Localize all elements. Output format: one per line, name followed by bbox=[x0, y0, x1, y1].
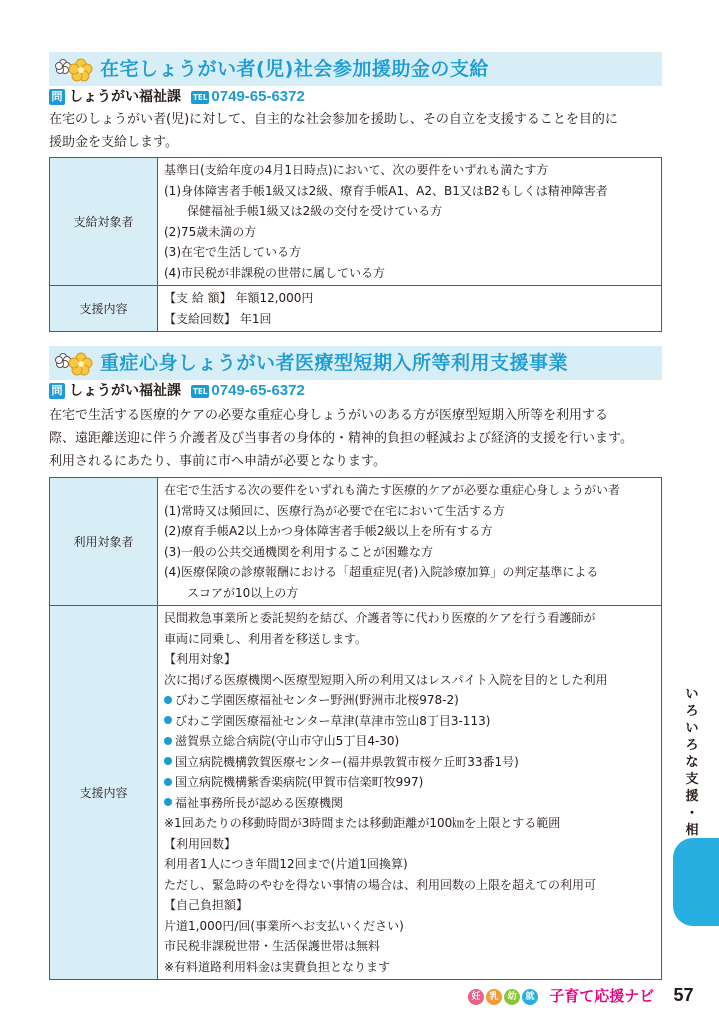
content-line: (1)身体障害者手帳1級又は2級、療育手帳A1、A2、B1又はB2もしくは精神障害者 bbox=[164, 183, 608, 198]
row-label: 支援内容 bbox=[50, 286, 158, 332]
content-line: 基準日(支給年度の4月1日時点)において、次の要件をいずれも満たす方 bbox=[164, 163, 549, 177]
intro-line: 在宅で生活する医療的ケアの必要な重症心身しょうがいのある方が医療型短期入所等を利用する bbox=[49, 408, 609, 423]
section2-phone[interactable]: 0749-65-6372 bbox=[211, 382, 305, 399]
hospital-item: 国立病院機構敦賀医療センター(福井県敦賀市桜ケ丘町33番1号) bbox=[164, 752, 657, 773]
side-tab-char: 相 bbox=[685, 823, 699, 838]
side-tab-char: い bbox=[685, 721, 699, 736]
section2-dept: しょうがい福祉課 bbox=[69, 383, 181, 399]
content-line: ※1回あたりの移動時間が3時間または移動距離が100㎞を上限とする範囲 bbox=[164, 816, 561, 830]
content-line: (1)常時又は頻回に、医療行為が必要で在宅において生活する方 bbox=[164, 503, 506, 518]
content-line: ※有料道路利用料金は実費負担となります bbox=[164, 959, 391, 974]
side-tab-label bbox=[681, 686, 703, 856]
content-line: 保健福祉手帳1級又は2級の交付を受けている方 bbox=[187, 204, 443, 218]
footer-title: 子育て応援ナビ bbox=[549, 987, 655, 1005]
inquiry-icon: 問 bbox=[49, 383, 65, 399]
side-tab-char: ろ bbox=[685, 738, 699, 753]
content-line: 利用者1人につき年間12回まで(片道1回換算) bbox=[164, 857, 408, 871]
row-content bbox=[158, 478, 662, 606]
side-tab-char: 支 bbox=[685, 772, 699, 787]
intro-line: 在宅のしょうがい者(児)に対して、自主的な社会参加を援助し、その自立を支援することを目的に bbox=[49, 112, 618, 127]
side-tab-marker bbox=[673, 838, 719, 926]
content-line: 【支 給 額】 年額12,000円 bbox=[164, 291, 314, 305]
bullet-icon bbox=[164, 737, 172, 745]
row-label: 支給対象者 bbox=[50, 158, 158, 286]
hospital-item: びわこ学園医療福祉センター草津(草津市笠山8丁目3-113) bbox=[164, 711, 657, 732]
tel-icon: TEL bbox=[193, 386, 208, 396]
intro-line: 利用されるにあたり、事前に市へ申請が必要となります。 bbox=[49, 454, 386, 469]
content-line: 【自己負担額】 bbox=[164, 898, 249, 912]
side-tab-char: ろ bbox=[685, 704, 699, 719]
page-number: 57 bbox=[673, 985, 694, 1005]
content-line: 片道1,000円/回(事業所へお支払いください) bbox=[164, 918, 404, 933]
table-row bbox=[50, 606, 662, 980]
content-line: 在宅で生活する次の要件をいずれも満たす医療的ケアが必要な重症心身しょうがい者 bbox=[164, 483, 621, 497]
section2-title: 重症心身しょうがい者医療型短期入所等利用支援事業 bbox=[54, 348, 568, 378]
content-line: 次に掲げる医療機関へ医療型短期入所の利用又はレスパイト入院を目的とした利用 bbox=[164, 672, 608, 687]
bullet-icon bbox=[164, 696, 172, 704]
row-content bbox=[158, 606, 662, 980]
badge-infant: 乳 bbox=[486, 989, 502, 1005]
badge-school: 就 bbox=[522, 989, 538, 1005]
section1-dept: しょうがい福祉課 bbox=[69, 89, 181, 105]
intro-line: 際、遠距離送迎に伴う介護者及び当事者の身体的・精神的負担の軽減および経済的支援を行います。 bbox=[49, 431, 633, 446]
content-line: 【利用対象】 bbox=[164, 652, 237, 666]
intro-line: 援助金を支給します。 bbox=[49, 135, 178, 150]
side-tab-char: 援 bbox=[685, 789, 699, 804]
badge-toddler: 幼 bbox=[504, 989, 520, 1005]
content-line: 車両に同乗し、利用者を移送します。 bbox=[164, 631, 368, 646]
bullet-icon bbox=[164, 778, 172, 786]
section1-contact bbox=[49, 87, 305, 107]
row-content bbox=[158, 286, 662, 332]
content-line: ただし、緊急時のやむを得ない事情の場合は、利用回数の上限を超えての利用可 bbox=[164, 877, 597, 892]
table-row bbox=[50, 158, 662, 286]
side-tab-char: な bbox=[685, 755, 699, 770]
side-tab-char: い bbox=[685, 687, 699, 702]
bullet-icon bbox=[164, 757, 172, 765]
content-line: 【利用回数】 bbox=[164, 836, 237, 851]
content-line: (4)市民税が非課税の世帯に属している方 bbox=[164, 265, 385, 280]
row-label: 支援内容 bbox=[50, 606, 158, 980]
flower-icon bbox=[54, 351, 94, 377]
hospital-item: 滋賀県立総合病院(守山市守山5丁目4-30) bbox=[164, 731, 657, 752]
content-line: (2)75歳未満の方 bbox=[164, 224, 257, 239]
content-line: 【支給回数】 年1回 bbox=[164, 311, 272, 326]
content-line: (4)医療保険の診療報酬における「超重症児(者)入院診療加算」の判定基準による bbox=[164, 565, 599, 579]
row-label: 利用対象者 bbox=[50, 478, 158, 606]
content-line: (3)一般の公共交通機関を利用することが困難な方 bbox=[164, 544, 433, 559]
content-line: 民間救急事業所と委託契約を結び、介護者等に代わり医療的ケアを行う看護師が bbox=[164, 611, 596, 625]
content-line: (3)在宅で生活している方 bbox=[164, 245, 301, 259]
bullet-icon bbox=[164, 716, 172, 724]
section1-table bbox=[49, 157, 662, 332]
side-tab-char: ・ bbox=[685, 806, 699, 821]
bullet-icon bbox=[164, 798, 172, 806]
content-line: (2)療育手帳A2以上かつ身体障害者手帳2級以上を所有する方 bbox=[164, 524, 493, 538]
section2-intro bbox=[49, 404, 669, 473]
tel-icon: TEL bbox=[193, 92, 208, 102]
footer bbox=[468, 985, 694, 1006]
badge-pregnancy: 妊 bbox=[468, 989, 484, 1005]
hospital-item: びわこ学園医療福祉センター野洲(野洲市北桜978-2) bbox=[164, 690, 657, 711]
row-content bbox=[158, 158, 662, 286]
hospital-item: 福祉事務所長が認める医療機関 bbox=[164, 793, 657, 814]
section1-phone[interactable]: 0749-65-6372 bbox=[211, 88, 305, 105]
section1-intro bbox=[49, 108, 669, 154]
section2-table bbox=[49, 477, 662, 980]
table-row bbox=[50, 478, 662, 606]
inquiry-icon: 問 bbox=[49, 89, 65, 105]
section2-contact bbox=[49, 381, 305, 401]
hospital-item: 国立病院機構紫香楽病院(甲賀市信楽町牧997) bbox=[164, 772, 657, 793]
content-line: 市民税非課税世帯・生活保護世帯は無料 bbox=[164, 939, 381, 953]
content-line: スコアが10以上の方 bbox=[187, 585, 299, 600]
table-row bbox=[50, 286, 662, 332]
section1-title: 在宅しょうがい者(児)社会参加援助金の支給 bbox=[54, 54, 489, 84]
flower-icon bbox=[54, 57, 94, 83]
